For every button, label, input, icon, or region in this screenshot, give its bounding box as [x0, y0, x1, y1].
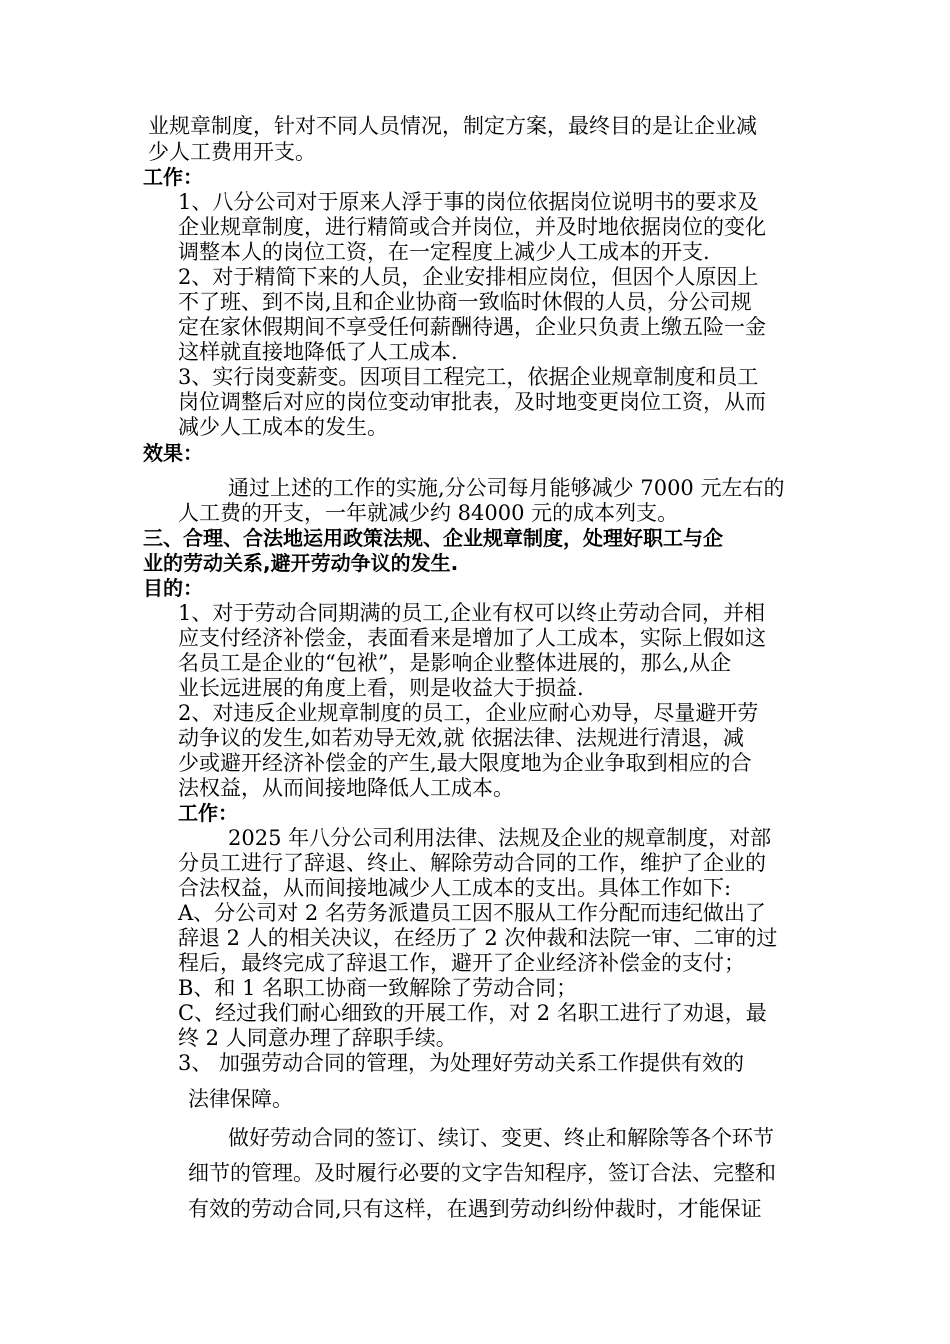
- section-heading: 工作：: [178, 801, 238, 825]
- text-line: A、分公司对 2 名劳务派遣员工因不服从工作分配而违纪做出了: [178, 901, 766, 925]
- text-line: 通过上述的工作的实施,分公司每月能够减少 7000 元左右的: [228, 476, 785, 500]
- text-line: 名员工是企业的“包袱”，是影响企业整体进展的，那么,从企: [178, 651, 732, 675]
- text-line: 法权益，从而间接地降低人工成本。: [178, 776, 514, 800]
- text-line: 有效的劳动合同,只有这样，在遇到劳动纠纷仲裁时，才能保证: [188, 1197, 762, 1221]
- text-line: 合法权益，从而间接地减少人工成本的支出。具体工作如下:: [178, 876, 732, 900]
- text-line: 人工费的开支，一年就减少约 84000 元的成本列支。: [178, 501, 679, 525]
- text-line: 应支付经济补偿金，表面看来是增加了人工成本，实际上假如这: [178, 626, 766, 650]
- text-line: 法律保障。: [188, 1087, 293, 1111]
- text-line: 2025 年八分公司利用法律、法规及企业的规章制度，对部: [228, 826, 772, 850]
- text-line: 3、 加强劳动合同的管理，为处理好劳动关系工作提供有效的: [178, 1051, 745, 1075]
- text-line: 做好劳动合同的签订、续订、变更、终止和解除等各个环节: [228, 1126, 774, 1150]
- text-line: 岗位调整后对应的岗位变动审批表，及时地变更岗位工资，从而: [178, 390, 766, 414]
- text-line: 分员工进行了辞退、终止、解除劳动合同的工作，维护了企业的: [178, 851, 766, 875]
- text-line: 辞退 2 人的相关决议，在经历了 2 次仲裁和法院一审、二审的过: [178, 926, 778, 950]
- text-line: 业长远进展的角度上看，则是收益大于损益.: [178, 676, 584, 700]
- section-heading: 业的劳动关系,避开劳动争议的发生.: [143, 551, 459, 575]
- text-line: 少人工费用开支。: [148, 140, 316, 164]
- section-heading: 三、合理、合法地运用政策法规、企业规章制度，处理好职工与企: [143, 526, 723, 550]
- text-line: 1、八分公司对于原来人浮于事的岗位依据岗位说明书的要求及: [178, 190, 759, 214]
- text-line: 业规章制度，针对不同人员情况，制定方案，最终目的是让企业减: [148, 114, 757, 138]
- text-line: B、和 1 名职工协商一致解除了劳动合同；: [178, 976, 578, 1000]
- text-line: 2、对违反企业规章制度的员工，企业应耐心劝导，尽量避开劳: [178, 701, 759, 725]
- text-line: 1、对于劳动合同期满的员工,企业有权可以终止劳动合同，并相: [178, 601, 766, 625]
- text-line: 动争议的发生,如若劝导无效,就 依据法律、法规进行清退，减: [178, 726, 745, 750]
- text-line: 程后，最终完成了辞退工作，避开了企业经济补偿金的支付；: [178, 951, 745, 975]
- section-heading: 目的：: [143, 576, 203, 600]
- text-line: 定在家休假期间不享受任何薪酬待遇，企业只负责上缴五险一金: [178, 315, 766, 339]
- text-line: 终 2 人同意办理了辞职手续。: [178, 1026, 457, 1050]
- text-line: 2、对于精简下来的人员，企业安排相应岗位，但因个人原因上: [178, 265, 759, 289]
- section-heading: 效果：: [143, 441, 203, 465]
- text-line: 3、实行岗变薪变。因项目工程完工，依据企业规章制度和员工: [178, 365, 759, 389]
- text-line: 减少人工成本的发生。: [178, 415, 388, 439]
- text-line: 这样就直接地降低了人工成本.: [178, 340, 458, 364]
- text-line: 企业规章制度，进行精简或合并岗位，并及时地依据岗位的变化: [178, 215, 766, 239]
- text-line: 少或避开经济补偿金的产生,最大限度地为企业争取到相应的合: [178, 751, 752, 775]
- text-line: C、经过我们耐心细致的开展工作，对 2 名职工进行了劝退，最: [178, 1001, 767, 1025]
- section-heading: 工作：: [143, 165, 203, 189]
- text-line: 不了班、到不岗,且和企业协商一致临时休假的人员，分公司规: [178, 290, 752, 314]
- text-line: 调整本人的岗位工资，在一定程度上减少人工成本的开支.: [178, 240, 710, 264]
- text-line: 细节的管理。及时履行必要的文字告知程序，签订合法、完整和: [188, 1161, 776, 1185]
